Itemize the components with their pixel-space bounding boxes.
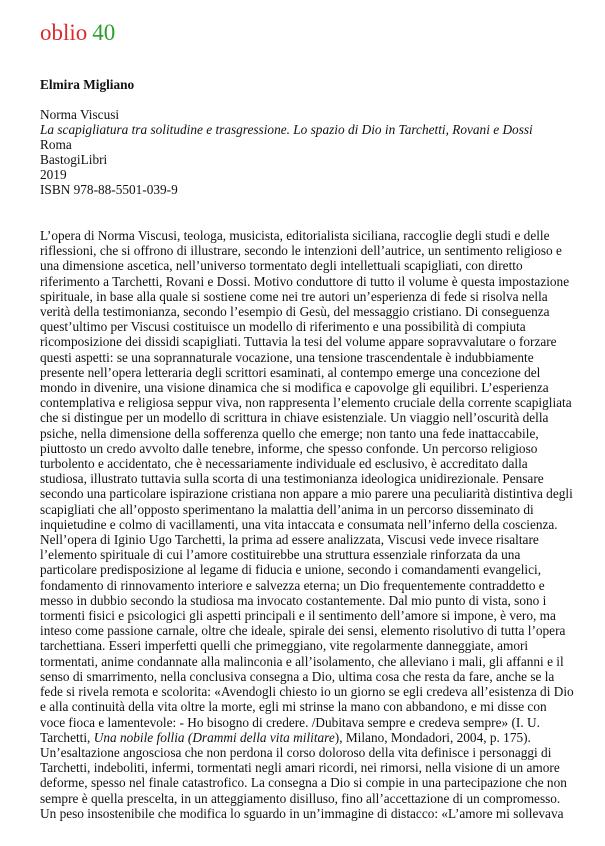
book-isbn: ISBN 978-88-5501-039-9	[40, 182, 178, 197]
journal-title: oblio	[40, 20, 88, 45]
journal-masthead	[40, 20, 115, 46]
book-publisher: BastogiLibri	[40, 152, 108, 167]
book-author: Norma Viscusi	[40, 107, 120, 122]
book-title: La scapigliatura tra solitudine e trasgressione. Lo spazio di Dio in Tarchetti, Rovani e Dossi	[40, 122, 533, 137]
review-body-text: L’opera di Norma Viscusi, teologa, musicista, editorialista siciliana, raccoglie degli studi e delle riflessioni, che si offrono di illustrare, secondo le intenzioni dell’autrice, un sentimento religioso e una dimensione ascetica, nell’universo tormentato degli intellettuali scapigliati, con diretto riferimento a Tarchetti, Rovani e Dossi. Motivo conduttore di tutto il volume è questa impostazione spirituale, in base alla quale si sostiene come nei tre autori un’esperienza di fede si risolva nella verità della testimonianza, secondo l’esempio di Gesù, del messaggio cristiano. Di conseguenza quest’ultimo per Viscusi costituisce un modello di riferimento e una possibilità di compiuta ricomposizione dei dissidi scapigliati. Tuttavia la tesi del volume appare sopravvalutare o forzare questi aspetti: se una soprannaturale vocazione, una tensione trascendentale è indubbiamente presente nell’opera letteraria degli scrittori esaminati, al contempo emerge una concezione del mondo in divenire, una visione dinamica che si modifica e capovolge gli equilibri. L’esperienza contemplativa e religiosa seppur viva, non rappresenta l’elemento cruciale della corrente scapigliata che si distingue per un modello di scrittura in chiave esistenziale. Un viaggio nell’oscurità della psiche, nella dimensione della sofferenza quello che emerge; non tanto una fede inattaccabile, piuttosto un credo avvolto dalle tenebre, informe, che spesso confonde. Un percorso religioso turbolento e accidentato, che è necessariamente individuale ed esclusivo, è accreditato dalla studiosa, illustrato tuttavia sulla scorta di una testimonianza ideologica unidirezionale. Pensare secondo una particolare ispirazione cristiana non appare a mio parere una peculiarità distintiva degli scapigliati che all’opposto sperimentano la malattia dell’anima in un percorso disseminato di inquietudine e colmo di vacillamenti, una vita intaccata e consumata nell’inferno della coscienza. Nell’opera di Iginio Ugo Tarchetti, la prima ad essere analizzata, Viscusi vede invece risaltare l’elemento spirituale di cui l’amore costituirebbe una struttura essenziale rinforzata da una particolare predisposizione al legame di fiducia e unione, secondo i comandamenti evangelici, fondamento di rinnovamento interiore e salvezza eterna; un Dio frequentemente contraddetto e messo in dubbio secondo la studiosa ma invocato costantemente. Dal mio punto di vista, sono i tormenti fisici e psicologici gli aspetti principali e il sentimento dell’amore si impone, è vero, ma inteso come passione carnale, oltre che ideale, spirale dei sensi, elemento risolutivo di tutta l’opera tarchettiana. Esseri imperfetti quelli che primeggiano, vite regolarmente danneggiate, amori tormentati, anime condannate alla malinconia e all’isolamento, che alleviano i mali, gli affanni e il senso di smarrimento, nella conclusiva consegna a Dio, ultima cosa che resta da fare, anche se la fede si rivela remota e scolorita: «Avendogli chiesto io un giorno se egli credeva all’esistenza di Dio e alla continuità della vita oltre la morte, egli mi strinse la mano con abbandono, e mi disse con voce fioca e lamentevole: - Ho bisogno di credere. /Dubitava sempre e credeva sempre» (I. U. Tarchetti, Una nobile follia (Drammi della vita militare), Milano, Mondadori, 2004, p. 175). Un’esaltazione angosciosa che non perdona il corso doloroso della vita definisce i personaggi di Tarchetti, indeboliti, infermi, tormentati negli amari ricordi, nei rimorsi, nella visione di un amore deforme, spesso nel finale catastrofico. La consegna a Dio si compie in una partecipazione che non sempre è quella prescelta, in un atteggiamento disilluso, fino all’accettazione di un compromesso. Un peso insostenibile che modifica lo sguardo in un’immagine di distacco: «L’amore mi sollevava	[40, 228, 574, 821]
reviewer-name: Elmira Migliano	[40, 77, 135, 92]
journal-issue-number: 40	[92, 20, 116, 45]
book-metadata	[40, 107, 533, 197]
review-header	[40, 77, 533, 197]
book-place: Roma	[40, 137, 72, 152]
book-year: 2019	[40, 167, 67, 182]
